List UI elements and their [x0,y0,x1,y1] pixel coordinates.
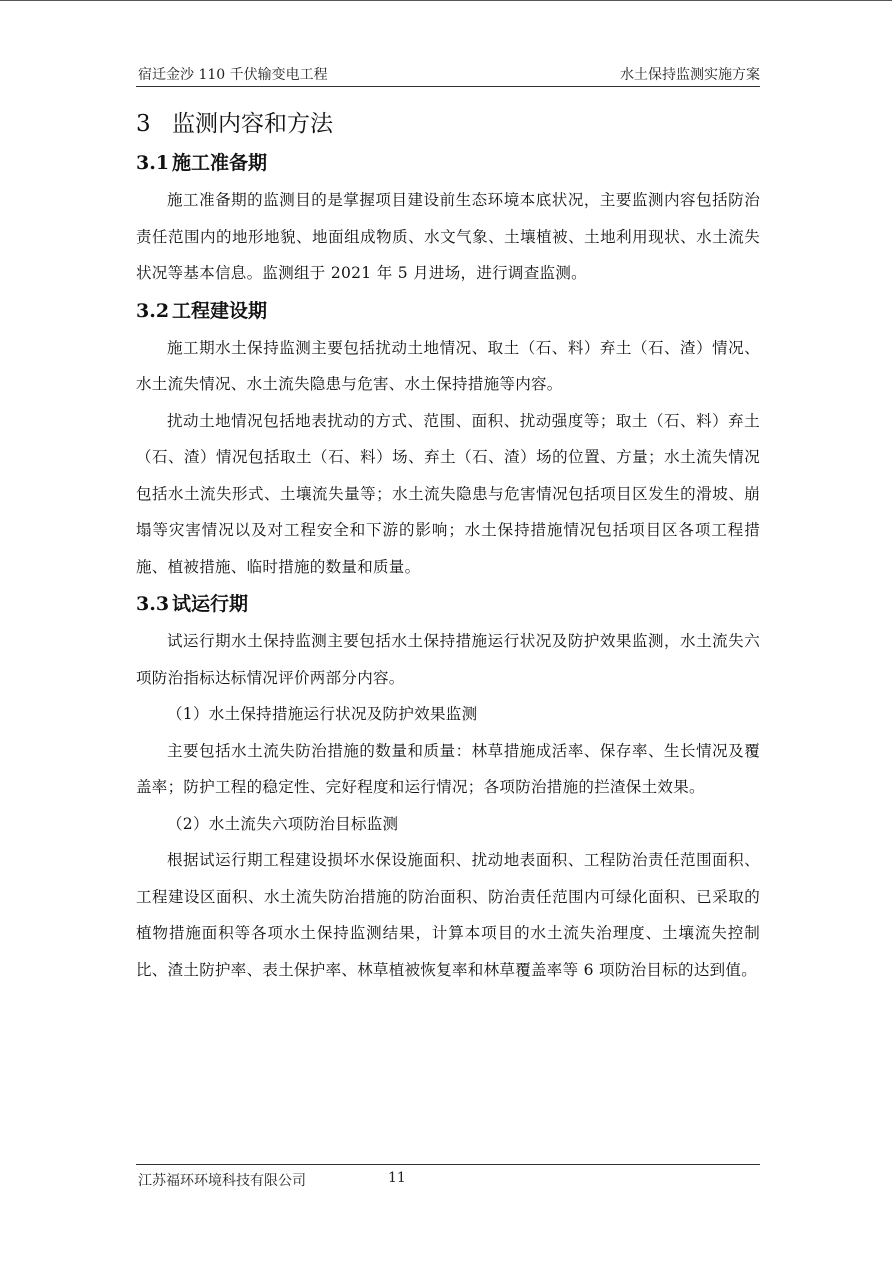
paragraph: 主要包括水土流失防治措施的数量和质量：林草措施成活率、保存率、生长情况及覆盖率；防护工程的稳定性、完好程度和运行情况；各项防治措施的拦渣保土效果。 [136,741,760,796]
paragraph: 施工期水土保持监测主要包括扰动土地情况、取土（石、料）弃土（石、渣）情况、水土流失情况、水土流失隐患与危害、水土保持措施等内容。 [136,338,760,393]
chapter-title: 监测内容和方法 [172,111,333,137]
section-title: 施工准备期 [172,152,268,174]
chapter-heading [136,104,760,144]
section-title: 试运行期 [172,593,249,615]
page-content [136,104,760,988]
section-number: 3.1 [136,152,170,174]
paragraph: 扰动土地情况包括地表扰动的方式、范围、面积、扰动强度等；取土（石、料）弃土（石、渣）情况包括取土（石、料）场、弃土（石、渣）场的位置、方量；水土流失情况包括水土流失形式、土壤流失量等；水土流失隐患与危害情况包括项目区发生的滑坡、崩塌等灾害情况以及对工程安全和下游的影响；水土保持措施情况包括项目区各项工程措施、植被措施、临时措施的数量和质量。 [136,411,760,576]
page-number: 11 [388,1170,406,1186]
paragraph: 施工准备期的监测目的是掌握项目建设前生态环境本底状况，主要监测内容包括防治责任范围内的地形地貌、地面组成物质、水文气象、土壤植被、土地利用现状、水土流失状况等基本信息。监测组于 2021 年 5 月进场，进行调查监测。 [136,191,760,282]
header-project-name: 宿迁金沙 110 千伏输变电工程 [138,67,328,83]
paragraph: 试运行期水土保持监测主要包括水土保持措施运行状况及防护效果监测，水土流失六项防治指标达标情况评价两部分内容。 [136,632,760,687]
list-item-heading: （2）水土流失六项防治目标监测 [167,814,399,833]
section-heading-3-2 [136,292,760,330]
list-item-heading: （1）水土保持措施运行状况及防护效果监测 [167,705,478,723]
paragraph: 根据试运行期工程建设损坏水保设施面积、扰动地表面积、工程防治责任范围面积、工程建设区面积、水土流失防治措施的防治面积、防治责任范围内可绿化面积、已采取的植物措施面积等各项水土保持监测结果，计算本项目的水土流失治理度、土壤流失控制比、渣土防护率、表土保护率、林草植被恢复率和林草覆盖率等 6 项防治目标的达到值。 [136,851,760,979]
footer-company-name: 江苏福环环境科技有限公司 [138,1173,306,1189]
section-number: 3.3 [136,593,170,615]
header-document-title: 水土保持监测实施方案 [620,67,760,83]
chapter-number: 3 [136,111,151,137]
page-top-border [0,0,892,1]
section-title: 工程建设期 [172,299,268,322]
page-footer [136,1164,760,1195]
section-number: 3.2 [136,299,170,322]
section-heading-3-3 [136,585,760,623]
section-heading-3-1 [136,144,760,182]
page-header [136,62,760,87]
